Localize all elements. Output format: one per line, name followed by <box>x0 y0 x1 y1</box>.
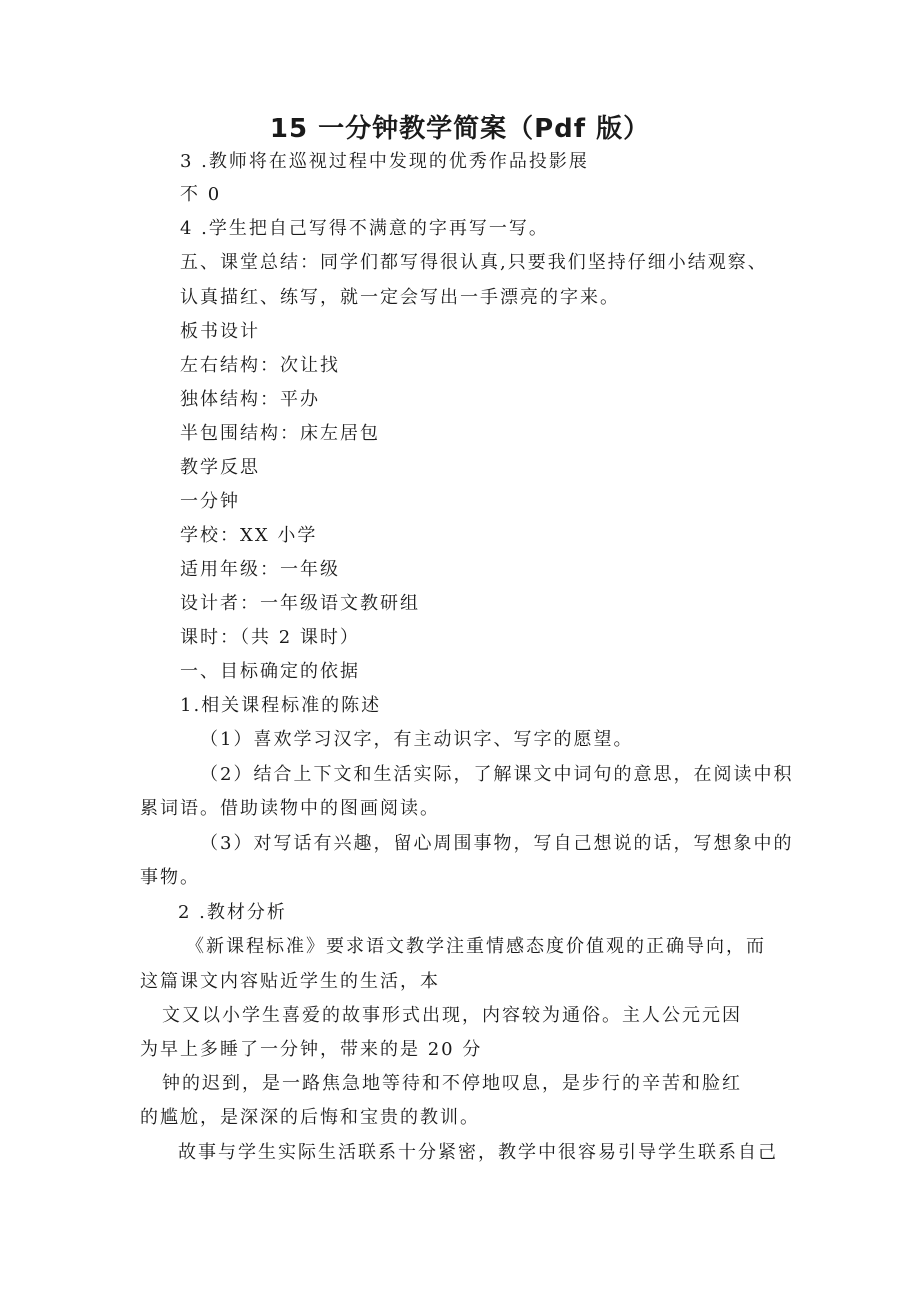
text-line: （1）喜欢学习汉字，有主动识字、写字的愿望。 <box>200 729 634 750</box>
text-line: （2）结合上下文和生活实际，了解课文中词句的意思，在阅读中积 <box>200 764 794 785</box>
text-line: 左右结构：次让找 <box>180 355 340 376</box>
text-line: 这篇课文内容贴近学生的生活，本 <box>140 971 440 992</box>
text-line: 4 .学生把自己写得不满意的字再写一写。 <box>180 218 549 239</box>
text-line: 故事与学生实际生活联系十分紧密，教学中很容易引导学生联系自己 <box>178 1142 778 1163</box>
text-line: 适用年级：一年级 <box>180 559 340 580</box>
text-line: 为早上多睡了一分钟，带来的是 20 分 <box>140 1039 483 1060</box>
text-line: 的尴尬，是深深的后悔和宝贵的教训。 <box>140 1107 480 1128</box>
text-line: 不 0 <box>180 184 222 205</box>
text-line: 五、课堂总结：同学们都写得很认真,只要我们坚持仔细小结观察、 <box>180 252 768 273</box>
text-line: 1.相关课程标准的陈述 <box>180 695 382 716</box>
text-line: （3）对写话有兴趣，留心周围事物，写自己想说的话，写想象中的 <box>200 833 794 854</box>
text-line: 一分钟 <box>180 491 240 512</box>
text-line: 设计者：一年级语文教研组 <box>180 593 420 614</box>
text-line: 学校：XX 小学 <box>180 525 318 546</box>
text-line: 一、目标确定的依据 <box>180 661 360 682</box>
text-line: 课时：（共 2 课时） <box>180 627 360 648</box>
text-line: 累词语。借助读物中的图画阅读。 <box>140 798 440 819</box>
text-line: 2 .教材分析 <box>178 902 287 923</box>
text-line: 事物。 <box>140 867 200 888</box>
text-line: 认真描红、练写，就一定会写出一手漂亮的字来。 <box>180 287 620 308</box>
text-line: 3 .教师将在巡视过程中发现的优秀作品投影展 <box>180 151 589 172</box>
text-line: 《新课程标准》要求语文教学注重情感态度价值观的正确导向，而 <box>186 936 766 957</box>
text-line: 文又以小学生喜爱的故事形式出现，内容较为通俗。主人公元元因 <box>162 1005 742 1026</box>
text-line: 教学反思 <box>180 457 260 478</box>
text-line: 钟的迟到，是一路焦急地等待和不停地叹息，是步行的辛苦和脸红 <box>162 1073 742 1094</box>
text-line: 半包围结构：床左居包 <box>180 423 380 444</box>
document-title: 15 一分钟教学简案（Pdf 版） <box>269 114 651 144</box>
text-line: 独体结构：平办 <box>180 389 320 410</box>
text-line: 板书设计 <box>180 321 260 342</box>
